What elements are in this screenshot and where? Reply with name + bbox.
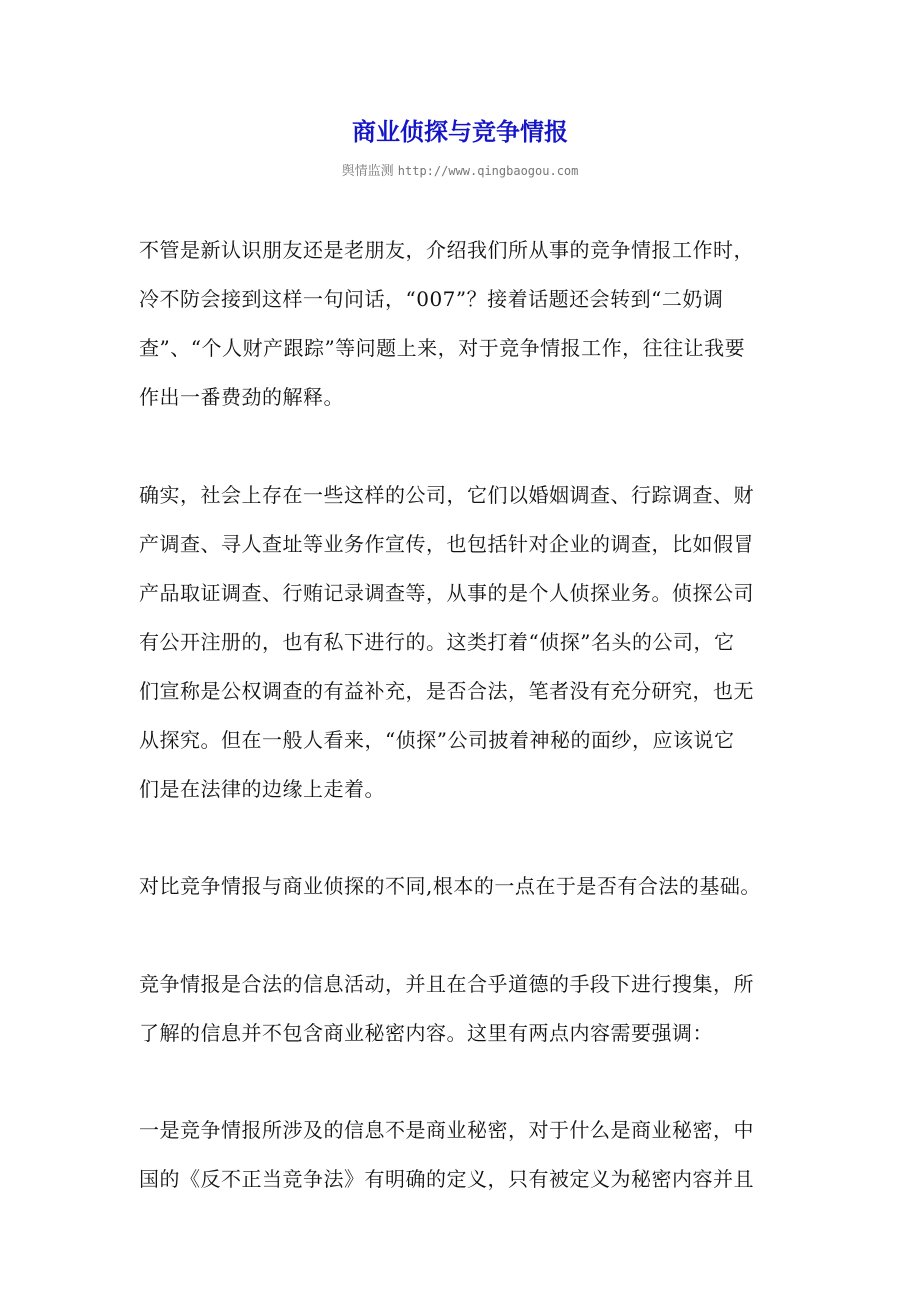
paragraph-line: 查”、“个人财产跟踪”等问题上来，对于竞争情报工作，往往让我要 [139, 336, 746, 360]
paragraph-1 [139, 226, 779, 422]
paragraph-5 [139, 1106, 779, 1204]
source-label: 舆情监测 [341, 164, 394, 179]
paragraph-line: 们宣称是公权调查的有益补充，是否合法，笔者没有充分研究，也无 [139, 679, 754, 703]
paragraph-4 [139, 960, 779, 1058]
paragraph-2 [139, 471, 779, 814]
document-title: 商业侦探与竞争情报 [352, 118, 568, 146]
paragraph-line: 国的《反不正当竞争法》有明确的定义，只有被定义为秘密内容并且 [139, 1167, 754, 1191]
paragraph-line: 产品取证调查、行贿记录调查等，从事的是个人侦探业务。侦探公司 [139, 581, 754, 605]
paragraph-line: 有公开注册的，也有私下进行的。这类打着“侦探”名头的公司，它 [139, 630, 735, 654]
paragraph-line: 了解的信息并不包含商业秘密内容。这里有两点内容需要强调： [139, 1021, 713, 1045]
paragraph-line: 确实，社会上存在一些这样的公司，它们以婚姻调查、行踪调查、财 [139, 483, 754, 507]
paragraph-line: 从探究。但在一般人看来，“侦探”公司披着神秘的面纱，应该说它 [139, 728, 735, 752]
paragraph-line: 不管是新认识朋友还是老朋友，介绍我们所从事的竞争情报工作时， [139, 238, 754, 262]
paragraph-line: 冷不防会接到这样一句问话，“007”？接着话题还会转到“二奶调 [139, 287, 724, 311]
paragraph-line: 一是竞争情报所涉及的信息不是商业秘密，对于什么是商业秘密，中 [139, 1118, 754, 1142]
paragraph-line: 们是在法律的边缘上走着。 [139, 777, 385, 801]
paragraph-line: 产调查、寻人查址等业务作宣传，也包括针对企业的调查，比如假冒 [139, 532, 754, 556]
source-url: http://www.qingbaogou.com [397, 164, 579, 178]
document-source [0, 161, 920, 182]
paragraph-3 [139, 862, 779, 911]
paragraph-line: 竞争情报是合法的信息活动，并且在合乎道德的手段下进行搜集，所 [139, 972, 754, 996]
paragraph-line: 作出一番费劲的解释。 [139, 385, 344, 409]
paragraph-line: 对比竞争情报与商业侦探的不同,根本的一点在于是否有合法的基础。 [139, 874, 761, 898]
